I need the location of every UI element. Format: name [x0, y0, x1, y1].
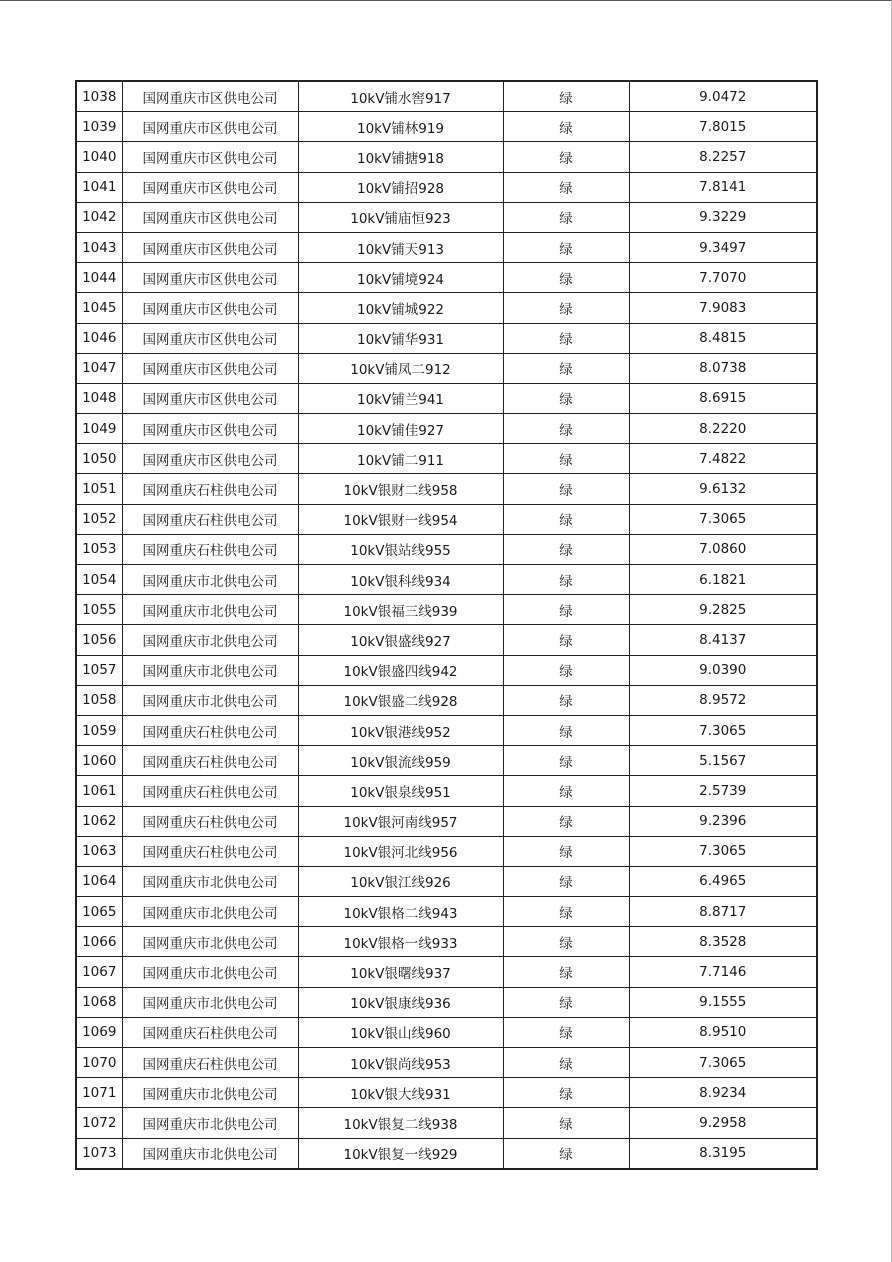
row-id-cell: 1038 — [76, 81, 122, 112]
row-id-cell: 1062 — [76, 806, 122, 836]
row-id-cell: 1056 — [76, 625, 122, 655]
level-cell: 绿 — [503, 1108, 629, 1138]
company-cell: 国网重庆石柱供电公司 — [122, 504, 298, 534]
company-cell: 国网重庆石柱供电公司 — [122, 474, 298, 504]
table-row — [76, 927, 817, 957]
row-id-cell: 1049 — [76, 414, 122, 444]
row-id-cell: 1051 — [76, 474, 122, 504]
line-name-cell: 10kV银泉线951 — [298, 776, 503, 806]
table-row — [76, 142, 817, 172]
score-cell: 8.8717 — [629, 897, 817, 927]
table-row — [76, 81, 817, 112]
company-cell: 国网重庆石柱供电公司 — [122, 715, 298, 745]
company-cell: 国网重庆市北供电公司 — [122, 897, 298, 927]
table-row — [76, 323, 817, 353]
table-row — [76, 1048, 817, 1078]
level-cell: 绿 — [503, 957, 629, 987]
score-cell: 7.9083 — [629, 293, 817, 323]
score-cell: 8.3195 — [629, 1138, 817, 1169]
score-cell: 7.7070 — [629, 263, 817, 293]
level-cell: 绿 — [503, 353, 629, 383]
table-row — [76, 1017, 817, 1047]
score-cell: 2.5739 — [629, 776, 817, 806]
table-row — [76, 293, 817, 323]
level-cell: 绿 — [503, 534, 629, 564]
company-cell: 国网重庆石柱供电公司 — [122, 836, 298, 866]
row-id-cell: 1048 — [76, 383, 122, 413]
level-cell: 绿 — [503, 444, 629, 474]
row-id-cell: 1059 — [76, 715, 122, 745]
score-cell: 9.2396 — [629, 806, 817, 836]
level-cell: 绿 — [503, 776, 629, 806]
score-cell: 8.9510 — [629, 1017, 817, 1047]
row-id-cell: 1057 — [76, 655, 122, 685]
line-name-cell: 10kV铺二911 — [298, 444, 503, 474]
row-id-cell: 1064 — [76, 866, 122, 896]
company-cell: 国网重庆石柱供电公司 — [122, 534, 298, 564]
level-cell: 绿 — [503, 897, 629, 927]
line-name-cell: 10kV银大线931 — [298, 1078, 503, 1108]
company-cell: 国网重庆市区供电公司 — [122, 444, 298, 474]
table-row — [76, 383, 817, 413]
row-id-cell: 1042 — [76, 202, 122, 232]
score-cell: 8.6915 — [629, 383, 817, 413]
line-name-cell: 10kV铺凤二912 — [298, 353, 503, 383]
score-cell: 8.0738 — [629, 353, 817, 383]
line-name-cell: 10kV银河北线956 — [298, 836, 503, 866]
row-id-cell: 1055 — [76, 595, 122, 625]
row-id-cell: 1052 — [76, 504, 122, 534]
line-name-cell: 10kV铺城922 — [298, 293, 503, 323]
table-row — [76, 565, 817, 595]
company-cell: 国网重庆市北供电公司 — [122, 927, 298, 957]
level-cell: 绿 — [503, 806, 629, 836]
line-name-cell: 10kV银盛二线928 — [298, 685, 503, 715]
level-cell: 绿 — [503, 625, 629, 655]
table-row — [76, 414, 817, 444]
line-name-cell: 10kV铺林919 — [298, 112, 503, 142]
score-cell: 8.4137 — [629, 625, 817, 655]
level-cell: 绿 — [503, 202, 629, 232]
line-name-cell: 10kV银流线959 — [298, 746, 503, 776]
company-cell: 国网重庆市区供电公司 — [122, 263, 298, 293]
table-row — [76, 746, 817, 776]
row-id-cell: 1045 — [76, 293, 122, 323]
score-cell: 8.4815 — [629, 323, 817, 353]
level-cell: 绿 — [503, 1048, 629, 1078]
level-cell: 绿 — [503, 927, 629, 957]
row-id-cell: 1072 — [76, 1108, 122, 1138]
line-name-cell: 10kV铺境924 — [298, 263, 503, 293]
row-id-cell: 1069 — [76, 1017, 122, 1047]
score-cell: 9.0390 — [629, 655, 817, 685]
page-top-border — [0, 0, 892, 1]
row-id-cell: 1043 — [76, 232, 122, 262]
line-name-cell: 10kV银港线952 — [298, 715, 503, 745]
table-row — [76, 232, 817, 262]
row-id-cell: 1071 — [76, 1078, 122, 1108]
score-cell: 9.6132 — [629, 474, 817, 504]
company-cell: 国网重庆石柱供电公司 — [122, 806, 298, 836]
line-name-cell: 10kV铺佳927 — [298, 414, 503, 444]
table-row — [76, 353, 817, 383]
table-row — [76, 806, 817, 836]
company-cell: 国网重庆市北供电公司 — [122, 565, 298, 595]
table-row — [76, 685, 817, 715]
company-cell: 国网重庆市北供电公司 — [122, 595, 298, 625]
table-row — [76, 1078, 817, 1108]
line-name-cell: 10kV铺招928 — [298, 172, 503, 202]
score-cell: 7.8141 — [629, 172, 817, 202]
company-cell: 国网重庆市北供电公司 — [122, 1138, 298, 1169]
line-name-cell: 10kV银康线936 — [298, 987, 503, 1017]
line-name-cell: 10kV银复二线938 — [298, 1108, 503, 1138]
level-cell: 绿 — [503, 746, 629, 776]
table-row — [76, 444, 817, 474]
company-cell: 国网重庆市北供电公司 — [122, 685, 298, 715]
company-cell: 国网重庆石柱供电公司 — [122, 1017, 298, 1047]
level-cell: 绿 — [503, 504, 629, 534]
company-cell: 国网重庆市北供电公司 — [122, 1078, 298, 1108]
row-id-cell: 1058 — [76, 685, 122, 715]
line-name-cell: 10kV银曙线937 — [298, 957, 503, 987]
company-cell: 国网重庆市区供电公司 — [122, 172, 298, 202]
row-id-cell: 1044 — [76, 263, 122, 293]
table-row — [76, 776, 817, 806]
company-cell: 国网重庆石柱供电公司 — [122, 746, 298, 776]
score-cell: 6.4965 — [629, 866, 817, 896]
table-body — [76, 81, 817, 1169]
row-id-cell: 1067 — [76, 957, 122, 987]
company-cell: 国网重庆市区供电公司 — [122, 142, 298, 172]
row-id-cell: 1054 — [76, 565, 122, 595]
company-cell: 国网重庆市区供电公司 — [122, 414, 298, 444]
table-row — [76, 625, 817, 655]
row-id-cell: 1040 — [76, 142, 122, 172]
score-cell: 7.8015 — [629, 112, 817, 142]
row-id-cell: 1047 — [76, 353, 122, 383]
row-id-cell: 1065 — [76, 897, 122, 927]
line-name-cell: 10kV银站线955 — [298, 534, 503, 564]
level-cell: 绿 — [503, 383, 629, 413]
table-row — [76, 172, 817, 202]
company-cell: 国网重庆市北供电公司 — [122, 655, 298, 685]
table-row — [76, 987, 817, 1017]
row-id-cell: 1063 — [76, 836, 122, 866]
row-id-cell: 1041 — [76, 172, 122, 202]
score-cell: 6.1821 — [629, 565, 817, 595]
level-cell: 绿 — [503, 715, 629, 745]
table-row — [76, 534, 817, 564]
score-cell: 7.0860 — [629, 534, 817, 564]
company-cell: 国网重庆市区供电公司 — [122, 112, 298, 142]
company-cell: 国网重庆市北供电公司 — [122, 987, 298, 1017]
line-name-cell: 10kV银格一线933 — [298, 927, 503, 957]
level-cell: 绿 — [503, 172, 629, 202]
line-name-cell: 10kV银格二线943 — [298, 897, 503, 927]
company-cell: 国网重庆市区供电公司 — [122, 81, 298, 112]
level-cell: 绿 — [503, 112, 629, 142]
table-row — [76, 1108, 817, 1138]
data-table — [75, 80, 818, 1170]
score-cell: 9.2958 — [629, 1108, 817, 1138]
table-row — [76, 715, 817, 745]
score-cell: 5.1567 — [629, 746, 817, 776]
line-name-cell: 10kV银山线960 — [298, 1017, 503, 1047]
row-id-cell: 1039 — [76, 112, 122, 142]
level-cell: 绿 — [503, 81, 629, 112]
line-name-cell: 10kV银尚线953 — [298, 1048, 503, 1078]
company-cell: 国网重庆市北供电公司 — [122, 957, 298, 987]
level-cell: 绿 — [503, 595, 629, 625]
table-row — [76, 866, 817, 896]
line-name-cell: 10kV铺水窖917 — [298, 81, 503, 112]
score-cell: 7.7146 — [629, 957, 817, 987]
company-cell: 国网重庆市北供电公司 — [122, 1108, 298, 1138]
company-cell: 国网重庆石柱供电公司 — [122, 776, 298, 806]
line-name-cell: 10kV银财一线954 — [298, 504, 503, 534]
level-cell: 绿 — [503, 263, 629, 293]
row-id-cell: 1060 — [76, 746, 122, 776]
score-cell: 7.3065 — [629, 836, 817, 866]
level-cell: 绿 — [503, 1017, 629, 1047]
line-name-cell: 10kV铺天913 — [298, 232, 503, 262]
row-id-cell: 1070 — [76, 1048, 122, 1078]
table-row — [76, 202, 817, 232]
score-cell: 7.3065 — [629, 715, 817, 745]
line-name-cell: 10kV铺庙恒923 — [298, 202, 503, 232]
line-name-cell: 10kV银江线926 — [298, 866, 503, 896]
level-cell: 绿 — [503, 414, 629, 444]
line-name-cell: 10kV银盛线927 — [298, 625, 503, 655]
table-row — [76, 112, 817, 142]
line-name-cell: 10kV银盛四线942 — [298, 655, 503, 685]
level-cell: 绿 — [503, 142, 629, 172]
score-cell: 7.3065 — [629, 1048, 817, 1078]
score-cell: 9.0472 — [629, 81, 817, 112]
table-row — [76, 474, 817, 504]
company-cell: 国网重庆市区供电公司 — [122, 353, 298, 383]
line-name-cell: 10kV铺华931 — [298, 323, 503, 353]
score-cell: 7.4822 — [629, 444, 817, 474]
level-cell: 绿 — [503, 655, 629, 685]
score-cell: 7.3065 — [629, 504, 817, 534]
line-name-cell: 10kV银福三线939 — [298, 595, 503, 625]
level-cell: 绿 — [503, 232, 629, 262]
company-cell: 国网重庆石柱供电公司 — [122, 1048, 298, 1078]
level-cell: 绿 — [503, 1078, 629, 1108]
company-cell: 国网重庆市北供电公司 — [122, 866, 298, 896]
table-row — [76, 957, 817, 987]
row-id-cell: 1068 — [76, 987, 122, 1017]
level-cell: 绿 — [503, 293, 629, 323]
row-id-cell: 1053 — [76, 534, 122, 564]
table-row — [76, 655, 817, 685]
company-cell: 国网重庆市区供电公司 — [122, 383, 298, 413]
level-cell: 绿 — [503, 323, 629, 353]
line-name-cell: 10kV银复一线929 — [298, 1138, 503, 1169]
level-cell: 绿 — [503, 1138, 629, 1169]
score-cell: 9.3497 — [629, 232, 817, 262]
line-name-cell: 10kV银财二线958 — [298, 474, 503, 504]
row-id-cell: 1066 — [76, 927, 122, 957]
company-cell: 国网重庆市区供电公司 — [122, 323, 298, 353]
table-row — [76, 897, 817, 927]
score-cell: 9.3229 — [629, 202, 817, 232]
table-row — [76, 1138, 817, 1169]
level-cell: 绿 — [503, 987, 629, 1017]
table-row — [76, 595, 817, 625]
level-cell: 绿 — [503, 474, 629, 504]
row-id-cell: 1061 — [76, 776, 122, 806]
score-cell: 8.9572 — [629, 685, 817, 715]
level-cell: 绿 — [503, 866, 629, 896]
line-name-cell: 10kV铺搪918 — [298, 142, 503, 172]
score-cell: 8.2257 — [629, 142, 817, 172]
score-cell: 8.2220 — [629, 414, 817, 444]
company-cell: 国网重庆市北供电公司 — [122, 625, 298, 655]
company-cell: 国网重庆市区供电公司 — [122, 202, 298, 232]
level-cell: 绿 — [503, 685, 629, 715]
level-cell: 绿 — [503, 836, 629, 866]
table-row — [76, 504, 817, 534]
table-row — [76, 263, 817, 293]
line-name-cell: 10kV铺兰941 — [298, 383, 503, 413]
score-cell: 9.1555 — [629, 987, 817, 1017]
table-row — [76, 836, 817, 866]
company-cell: 国网重庆市区供电公司 — [122, 232, 298, 262]
row-id-cell: 1046 — [76, 323, 122, 353]
row-id-cell: 1050 — [76, 444, 122, 474]
row-id-cell: 1073 — [76, 1138, 122, 1169]
score-cell: 8.9234 — [629, 1078, 817, 1108]
line-name-cell: 10kV银科线934 — [298, 565, 503, 595]
line-name-cell: 10kV银河南线957 — [298, 806, 503, 836]
company-cell: 国网重庆市区供电公司 — [122, 293, 298, 323]
score-cell: 8.3528 — [629, 927, 817, 957]
level-cell: 绿 — [503, 565, 629, 595]
score-cell: 9.2825 — [629, 595, 817, 625]
